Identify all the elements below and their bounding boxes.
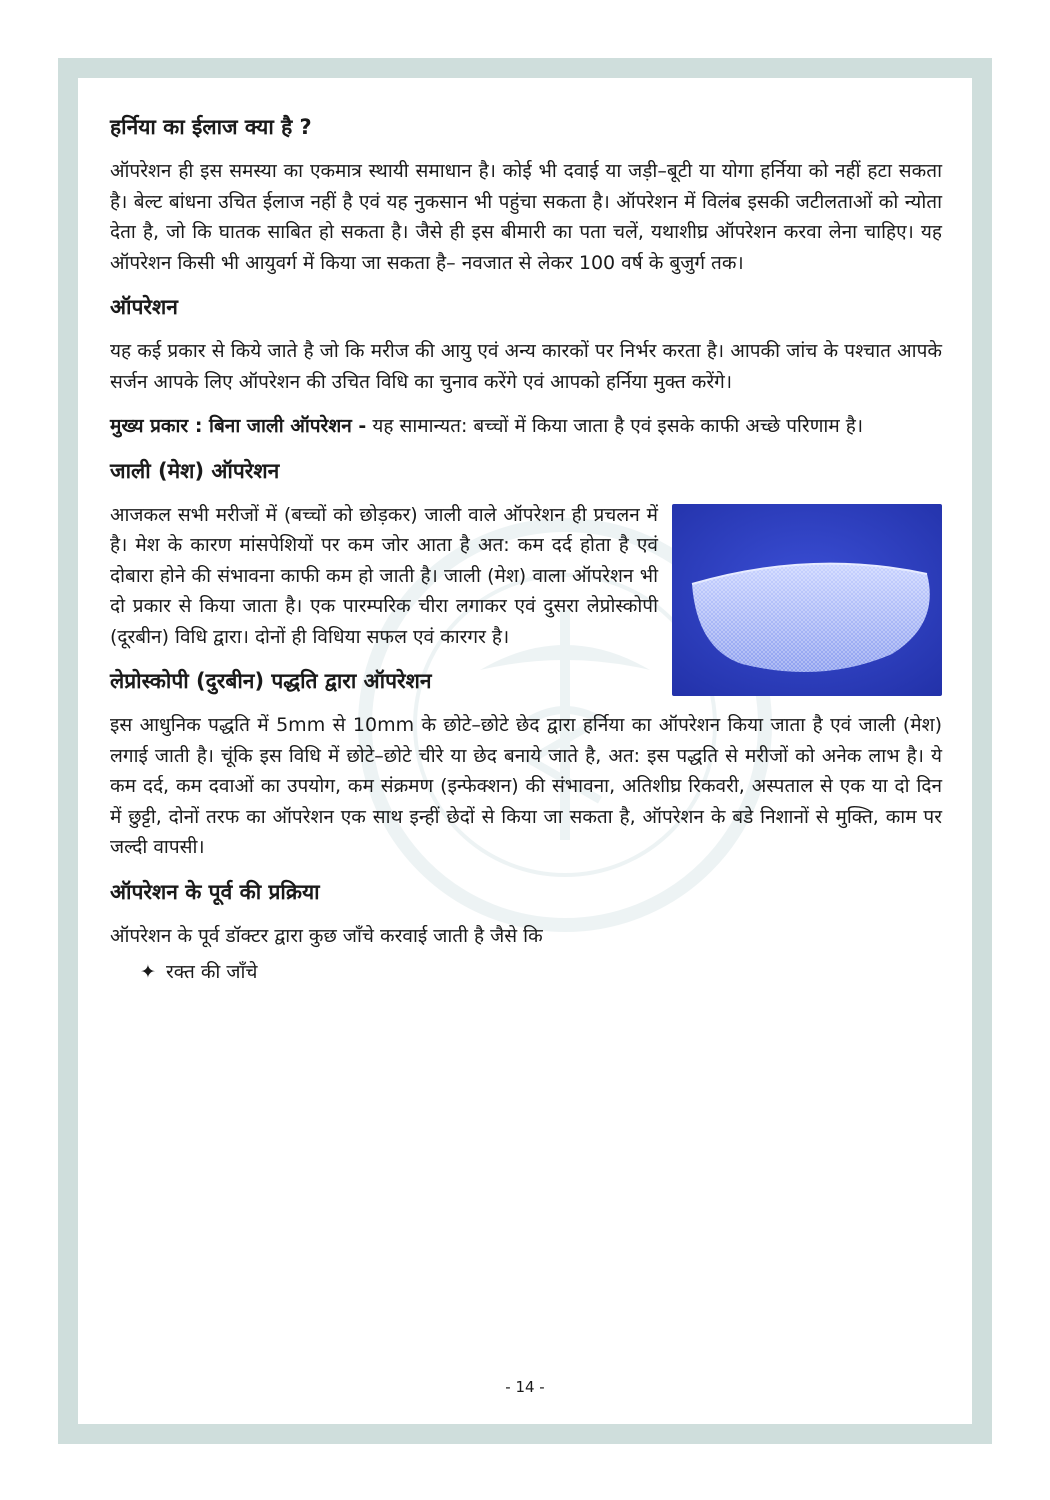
paragraph-treatment: ऑपरेशन ही इस समस्या का एकमात्र स्थायी समाधान है। कोई भी दवाई या जड़ी–बूटी या योगा हर्निया को नहीं हटा सकता है। बेल्ट बांधना उचित ईलाज नहीं है एवं यह नुकसान भी पहुंचा सकता है। ऑपरेशन में विलंब इसकी जटीलताओं को न्योता देता है, जो कि घातक साबित हो सकता है। जैसे ही इस बीमारी का पता चलें, यथाशीघ्र ऑपरेशन करवा लेना चाहिए। यह ऑपरेशन किसी भी आयुवर्ग में किया जा सकता है– नवजात से लेकर 100 वर्ष के बुजुर्ग तक। <box>110 160 942 274</box>
mesh-photo <box>672 504 942 696</box>
paragraph-mesh: आजकल सभी मरीजों में (बच्चों को छोड़कर) जाली वाले ऑपरेशन ही प्रचलन में है। मेश के कारण मांसपेशियों पर कम जोर आता है अत: कम दर्द होता है एवं दोबारा होने की संभावना काफी कम हो जाती है। जाली (मेश) वाला ऑपरेशन भी दो प्रकार से किया जाता है। एक पारम्परिक चीरा लगाकर एवं दुसरा लेप्रोस्कोपी (दूरबीन) विधि द्वारा। दोनों ही विधिया सफल एवं कारगर है। <box>110 503 658 648</box>
list-item <box>140 957 942 987</box>
page-content <box>110 112 942 987</box>
pre-op-list <box>110 957 942 987</box>
list-item-text: रक्त की जाँचे <box>166 961 258 983</box>
heading-pre-operation: ऑपरेशन के पूर्व की प्रक्रिया <box>110 879 320 904</box>
heading-treatment: हर्निया का ईलाज क्या है ? <box>110 115 312 139</box>
heading-laparoscopic: लेप्रोस्कोपी (दुरबीन) पद्धति द्वारा ऑपरेशन <box>110 669 432 693</box>
heading-mesh-operation: जाली (मेश) ऑपरेशन <box>110 458 280 483</box>
paragraph-laparoscopic: इस आधुनिक पद्धति में 5mm से 10mm के छोटे–छोटे छेद द्वारा हर्निया का ऑपरेशन किया जाता है एवं जाली (मेश) लगाई जाती है। चूंकि इस विधि में छोटे–छोटे चीरे या छेद बनाये जाते है, अत: इस पद्धति से मरीजों को अनेक लाभ है। ये कम दर्द, कम दवाओं का उपयोग, कम संक्रमण (इन्फेक्शन) की संभावना, अतिशीघ्र रिकवरी, अस्पताल से एक या दो दिन में छुट्टी, दोनों तरफ का ऑपरेशन एक साथ इन्हीं छेदों से किया जा सकता है, ऑपरेशन के बडे निशानों से मुक्ति, काम पर जल्दी वापसी। <box>110 714 942 858</box>
main-type-label: मुख्य प्रकार : बिना जाली ऑपरेशन - <box>110 415 367 437</box>
paragraph-operation: यह कई प्रकार से किये जाते है जो कि मरीज की आयु एवं अन्य कारकों पर निर्भर करता है। आपकी जांच के पश्चात आपके सर्जन आपके लिए ऑपरेशन की उचित विधि का चुनाव करेंगे एवं आपको हर्निया मुक्त करेंगे। <box>110 340 942 393</box>
main-type-text: यह सामान्यत: बच्चों में किया जाता है एवं इसके काफी अच्छे परिणाम है। <box>366 415 864 437</box>
heading-operation: ऑपरेशन <box>110 295 178 319</box>
page-number: - 14 - <box>505 1378 545 1396</box>
mesh-section <box>110 500 942 653</box>
paragraph-pre-operation: ऑपरेशन के पूर्व डॉक्टर द्वारा कुछ जाँचे करवाई जाती है जैसे कि <box>110 924 543 947</box>
paragraph-main-type <box>110 411 942 442</box>
bullet-star-icon: ✦ <box>140 961 156 983</box>
